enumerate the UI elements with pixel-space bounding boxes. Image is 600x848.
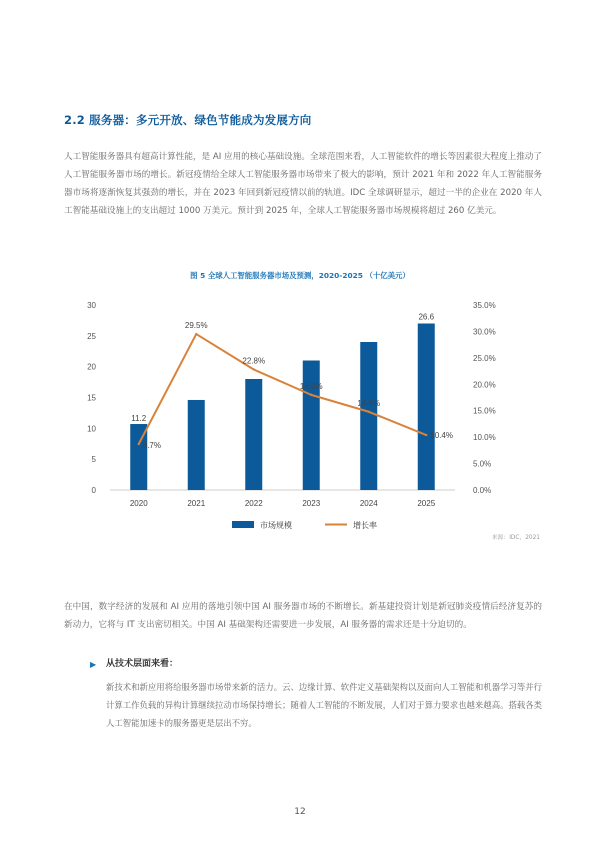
y-right-tick-label: 35.0%: [473, 301, 496, 310]
y-left-tick-label: 20: [87, 362, 96, 372]
growth-rate-point: [368, 411, 370, 413]
bar: [245, 379, 262, 490]
subsection-title: 从技术层面来看：: [106, 659, 179, 669]
data-label: 29.5%: [184, 321, 208, 331]
data-label: 22.8%: [242, 356, 266, 366]
section-title: 2.2 服务器：多元开放、绿色节能成为发展方向: [64, 113, 312, 127]
body-paragraph-3: 新技术和新应用将给服务器市场带来新的活力。云、边缘计算、软件定义基础架构以及面向人工智能和机器学习等并行计算工作负载的异构计算继续拉动市场保持增长；随着人工智能的不断发展，人们对于算力要求也越来越高。搭载各类人工智能加速卡的服务器更是层出不穷。: [106, 682, 542, 728]
data-label: 26.6: [418, 312, 435, 322]
x-tick-label: 2024: [359, 499, 378, 508]
y-right-tick-label: 5.0%: [473, 459, 492, 469]
x-tick-label: 2025: [417, 499, 436, 508]
legend-label: 市场规模: [260, 521, 292, 530]
y-right-tick-label: 15.0%: [473, 406, 496, 416]
growth-rate-point: [253, 368, 255, 370]
growth-rate-line: [139, 334, 427, 444]
y-right-tick-label: 25.0%: [473, 353, 496, 363]
growth-rate-point: [138, 443, 140, 445]
y-left-tick-label: 0: [91, 486, 96, 495]
data-label: 14.8%: [357, 398, 381, 408]
growth-rate-point: [425, 434, 427, 436]
page-number: 12: [294, 807, 306, 817]
bar: [303, 361, 320, 491]
body-paragraph-2: 在中国，数字经济的发展和 AI 应用的落地引领中国 AI 服务器市场的不断增长。新基建投资计划是新冠肺炎疫情后经济复苏的新动力，它将与 IT 支出密切相关。中国 AI 基础架构还需要进一步发展，AI 服务器的需求还是十分迫切的。: [64, 602, 542, 630]
y-right-tick-label: 0.0%: [473, 486, 492, 495]
growth-rate-point: [310, 394, 312, 396]
y-left-tick-label: 30: [87, 301, 96, 310]
y-left-tick-label: 15: [87, 393, 96, 403]
bar: [188, 400, 205, 490]
legend-label: 增长率: [353, 521, 377, 530]
x-tick-label: 2020: [129, 499, 148, 508]
bar: [418, 324, 435, 491]
chart-source: 来源：IDC，2021: [491, 535, 540, 541]
body-paragraph: 人工智能服务器具有超高计算性能，是 AI 应用的核心基础设施。全球范围来看，人工智能软件的增长等因素很大程度上推动了人工智能服务器市场的增长。新冠疫情给全球人工智能服务器市场带来了极大的影响，预计 2021 年和 2022 年人工智能服务器市场将逐渐恢复其强劲的增长，并在 2023 年回到新冠疫情以前的轨道。IDC 全球调研显示，超过一半的企业在 2020 年人工智能基础设施上的支出超过 1000 万美元。预计到 2025 年，全球人工智能服务器市场规模将超过 260 亿美元。: [64, 152, 542, 216]
x-tick-label: 2021: [187, 499, 206, 508]
chart-title: 图 5 全球人工智能服务器市场及预测，2020-2025 （十亿美元）: [190, 271, 410, 280]
data-label: 10.4%: [430, 431, 453, 441]
y-right-tick-label: 10.0%: [473, 433, 496, 443]
y-left-tick-label: 10: [87, 424, 96, 434]
x-tick-label: 2022: [244, 499, 263, 508]
legend-bar-swatch: [232, 521, 254, 528]
y-left-tick-label: 25: [87, 331, 96, 341]
y-right-tick-label: 20.0%: [473, 380, 496, 390]
y-left-tick-label: 5: [91, 455, 96, 465]
y-right-tick-label: 30.0%: [473, 327, 496, 337]
data-label: 11.2: [131, 414, 147, 424]
combo-chart: [70, 288, 540, 538]
data-label: 18.0%: [299, 381, 323, 391]
growth-rate-point: [195, 333, 197, 335]
bullet-triangle-icon: ▶: [90, 660, 97, 669]
data-label: 8.7%: [142, 441, 161, 451]
bar: [360, 342, 377, 490]
x-tick-label: 2023: [302, 499, 321, 508]
